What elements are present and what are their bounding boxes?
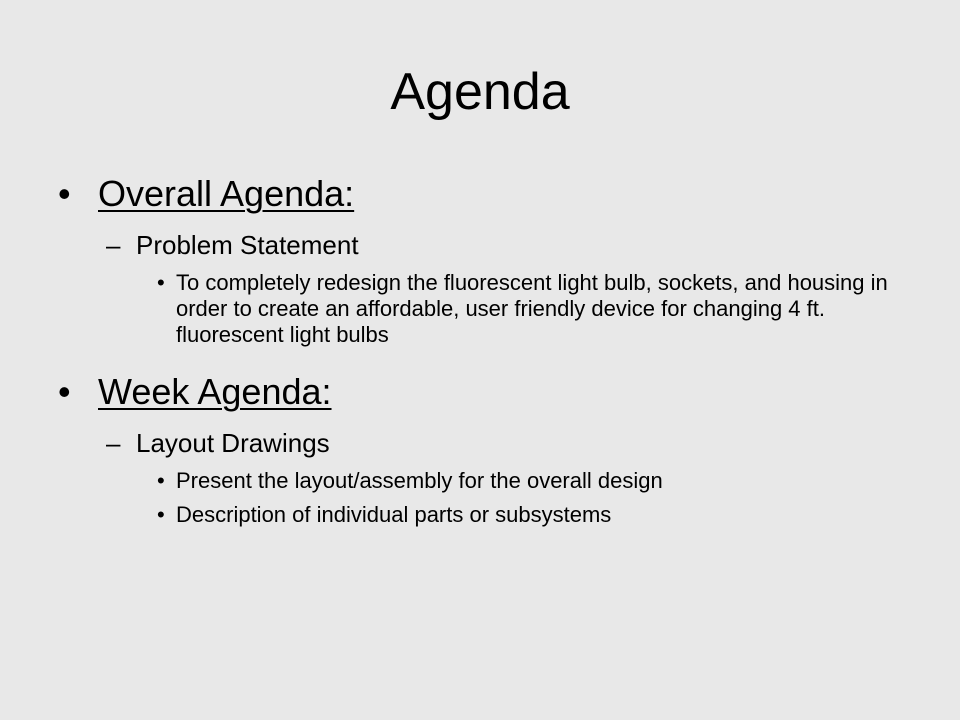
bullet-icon: • <box>58 371 71 412</box>
list-item-text: Description of individual parts or subsystems <box>176 502 612 527</box>
slide-content <box>58 172 918 528</box>
subheading-problem-statement <box>58 228 918 262</box>
bullet-icon: • <box>58 173 71 214</box>
slide-title: Agenda <box>390 63 570 121</box>
bullet-icon: • <box>157 502 165 527</box>
dash-icon: – <box>106 428 121 458</box>
subheading-layout-drawings <box>58 426 918 460</box>
list-item <box>58 502 918 528</box>
list-item <box>58 270 918 348</box>
bullet-icon: • <box>157 270 165 295</box>
list-item <box>58 468 918 494</box>
section-heading-text: Overall Agenda: <box>98 173 355 214</box>
list-item-text: To completely redesign the fluorescent light bulb, sockets, and housing in order to create an affordable, user friendly device for changing 4 ft. fluorescent light bulbs <box>176 270 888 347</box>
bullet-icon: • <box>157 468 165 493</box>
subheading-text: Problem Statement <box>136 230 359 260</box>
section-heading-overall <box>58 172 918 216</box>
section-heading-text: Week Agenda: <box>98 371 332 412</box>
section-heading-week <box>58 370 918 414</box>
dash-icon: – <box>106 230 121 260</box>
list-item-text: Present the layout/assembly for the overall design <box>176 468 663 493</box>
subheading-text: Layout Drawings <box>136 428 330 458</box>
